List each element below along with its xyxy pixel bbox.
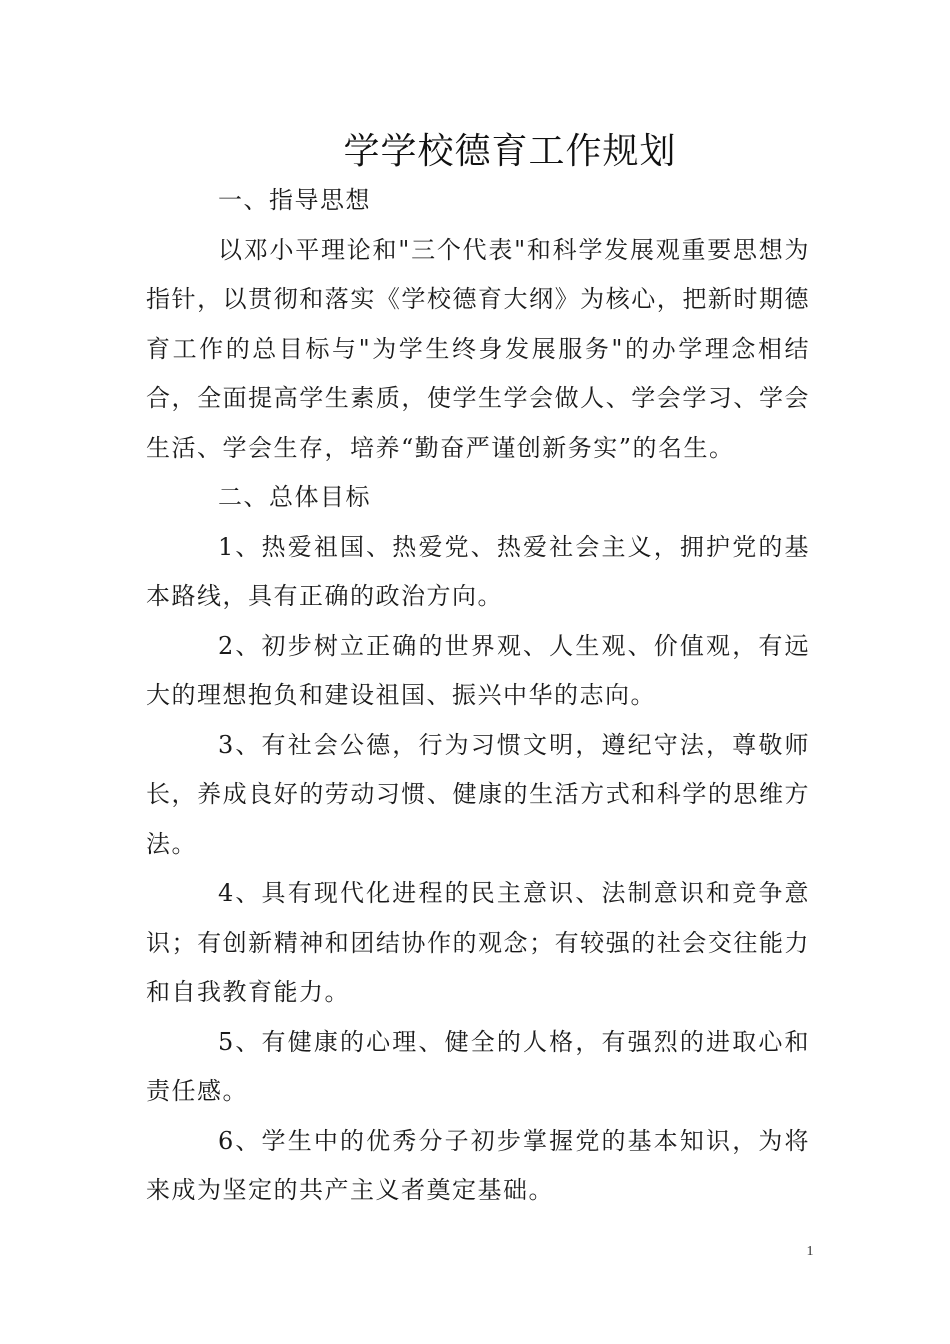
goal-item-1: 1、热爱祖国、热爱党、热爱社会主义，拥护党的基本路线，具有正确的政治方向。 <box>146 532 810 610</box>
goal-item-5: 5、有健康的心理、健全的人格，有强烈的进取心和责任感。 <box>146 1027 810 1105</box>
goal-item-6: 6、学生中的优秀分子初步掌握党的基本知识，为将来成为坚定的共产主义者奠定基础。 <box>146 1126 810 1204</box>
document-body <box>146 176 810 1216</box>
section-heading-guiding-ideology: 一、指导思想 <box>218 186 371 214</box>
goal-item-2: 2、初步树立正确的世界观、人生观、价值观，有远大的理想抱负和建设祖国、振兴中华的志向。 <box>146 631 810 709</box>
section-heading-overall-goals: 二、总体目标 <box>218 483 371 511</box>
document-title: 学学校德育工作规划 <box>343 131 677 172</box>
page-number: 1 <box>806 1244 814 1259</box>
paragraph-guiding-ideology: 以邓小平理论和"三个代表"和科学发展观重要思想为指针，以贯彻和落实《学校德育大纲》为核心，把新时期德育工作的总目标与"为学生终身发展服务"的办学理念相结合，全面提高学生素质，使学生学会做人、学会学习、学会生活、学会生存，培养“勤奋严谨创新务实”的名生。 <box>146 235 810 462</box>
goal-item-3: 3、有社会公德，行为习惯文明，遵纪守法，尊敬师长，养成良好的劳动习惯、健康的生活方式和科学的思维方法。 <box>146 730 810 858</box>
goal-item-4: 4、具有现代化进程的民主意识、法制意识和竞争意识；有创新精神和团结协作的观念；有较强的社会交往能力和自我教育能力。 <box>146 879 810 1006</box>
